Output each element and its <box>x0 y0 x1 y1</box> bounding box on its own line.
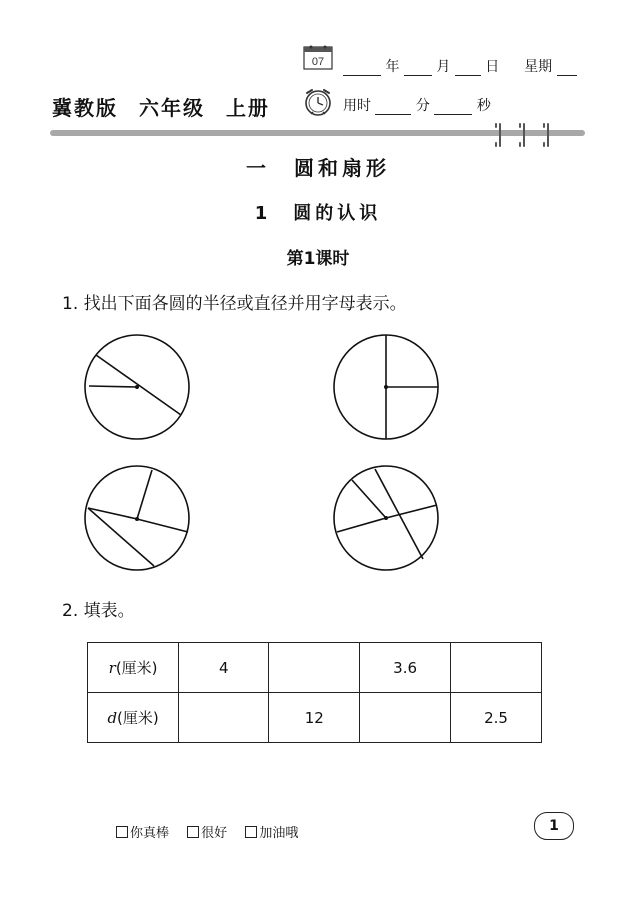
question-1 <box>62 289 407 314</box>
row-header-radius <box>88 643 179 693</box>
radius-unit: (厘米) <box>115 659 158 677</box>
table-row-radius <box>88 643 542 693</box>
publisher-grade-volume <box>52 92 282 121</box>
minutes-label: 分 <box>415 98 430 114</box>
minutes-blank[interactable] <box>375 100 411 115</box>
grade: 六年级 <box>138 96 205 120</box>
rating-option[interactable] <box>116 826 169 841</box>
rating-option[interactable] <box>245 826 298 841</box>
table-cell[interactable] <box>179 693 269 743</box>
calendar-icon <box>303 44 333 70</box>
publisher: 冀教版 <box>52 96 118 120</box>
table-cell[interactable]: 12 <box>269 693 360 743</box>
weekday-blank[interactable] <box>557 61 577 76</box>
year-label: 年 <box>385 59 400 75</box>
table-row-diameter <box>88 693 542 743</box>
lesson-title: 1 圆的认识 <box>254 203 382 224</box>
question-1-text: 找出下面各圆的半径或直径并用字母表示。 <box>83 294 407 314</box>
row-header-diameter <box>88 693 179 743</box>
year-blank[interactable] <box>343 61 381 76</box>
question-2-text: 填表。 <box>83 601 135 621</box>
month-blank[interactable] <box>404 61 432 76</box>
checkbox-icon[interactable] <box>245 826 257 838</box>
unit-title: 一 圆和扇形 <box>246 156 390 180</box>
seconds-blank[interactable] <box>434 100 472 115</box>
page-number: 1 <box>534 812 574 840</box>
table-cell[interactable] <box>360 693 451 743</box>
checkbox-icon[interactable] <box>187 826 199 838</box>
day-blank[interactable] <box>455 61 481 76</box>
period-title: 第1课时 <box>286 249 350 269</box>
checkbox-icon[interactable] <box>116 826 128 838</box>
diameter-unit: (厘米) <box>117 709 159 727</box>
time-line <box>343 95 491 115</box>
table-cell[interactable]: 2.5 <box>451 693 542 743</box>
radius-variable: r <box>108 659 116 677</box>
circle-figures <box>0 320 636 590</box>
table-cell[interactable]: 3.6 <box>360 643 451 693</box>
date-line <box>343 56 577 76</box>
time-used-label: 用时 <box>343 98 371 114</box>
day-label: 日 <box>485 59 500 75</box>
alarm-clock-icon <box>302 86 334 118</box>
rating-label: 你真棒 <box>130 826 170 841</box>
weekday-label: 星期 <box>524 59 553 75</box>
question-2-number: 2. <box>62 601 79 621</box>
table-cell[interactable]: 4 <box>179 643 269 693</box>
table-cell[interactable] <box>451 643 542 693</box>
month-label: 月 <box>436 59 451 75</box>
binder-rings-icon <box>490 118 560 152</box>
question-2 <box>62 596 135 621</box>
seconds-label: 秒 <box>476 98 491 114</box>
rating-option[interactable] <box>187 826 227 841</box>
calendar-day: 07 <box>311 56 325 68</box>
volume: 上册 <box>225 96 270 120</box>
question-1-number: 1. <box>62 294 79 314</box>
table-cell[interactable] <box>269 643 360 693</box>
rating-label: 加油哦 <box>259 826 299 841</box>
rating-label: 很好 <box>201 826 228 841</box>
diameter-variable: d <box>107 709 118 727</box>
fill-in-table <box>87 642 542 743</box>
self-rating <box>116 822 312 841</box>
